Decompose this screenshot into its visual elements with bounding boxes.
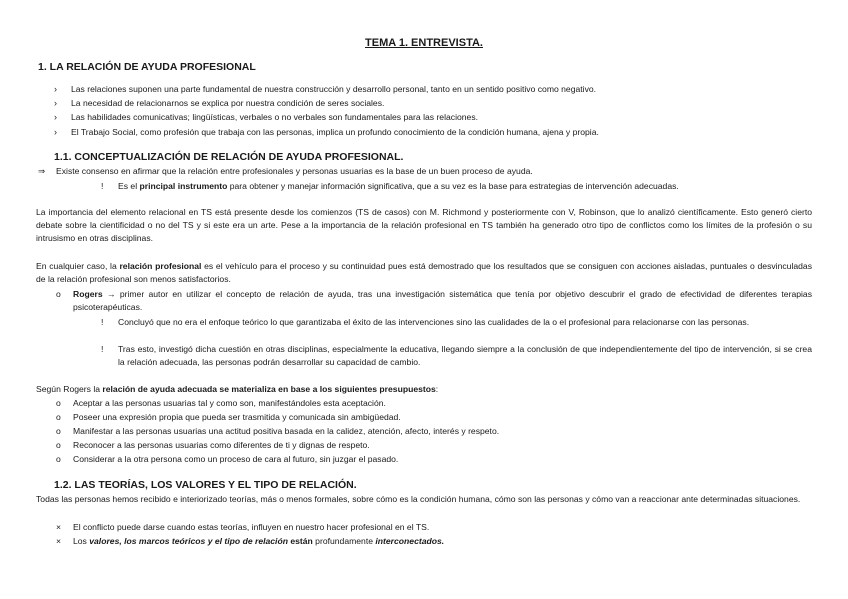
circle-bullet-icon: o xyxy=(56,412,61,422)
section-1-2-heading: 1.2. LAS TEORÍAS, LOS VALORES Y EL TIPO DE RELACIÓN. xyxy=(54,479,357,491)
list-item: × Los valores, los marcos teóricos y el tipo de relación están profundamente interconectados. xyxy=(56,535,812,548)
chevron-bullet-icon: › xyxy=(54,98,57,108)
note-item: ! Tras esto, investigó dicha cuestión en otras disciplinas, especialmente la educativa, llegando siempre a la conclusión de que independientemente del tipo de intervención, si se crea la relación adecuada, las personas podrán desarrollar su capacidad de cambio. xyxy=(101,344,812,368)
double-arrow-icon: ⇒ xyxy=(38,166,46,176)
list-item: › Las relaciones suponen una parte fundamental de nuestra construcción y desarrollo personal, tanto en un sentido positivo como negativo. xyxy=(54,83,814,96)
exclamation-bullet-icon: ! xyxy=(101,317,104,327)
section-1-1-heading: 1.1. CONCEPTUALIZACIÓN DE RELACIÓN DE AYUDA PROFESIONAL. xyxy=(54,151,404,163)
document-title: TEMA 1. ENTREVISTA. xyxy=(365,37,483,49)
list-item: › Las habilidades comunicativas; lingüísticas, verbales o no verbales son fundamentales para las relaciones. xyxy=(54,111,814,124)
section-1-heading: 1. LA RELACIÓN DE AYUDA PROFESIONAL xyxy=(38,61,256,73)
list-item: › El Trabajo Social, como profesión que trabaja con las personas, implica un profundo conocimiento de la condición humana, ajena y propia. xyxy=(54,126,814,139)
x-bullet-icon: × xyxy=(56,522,62,532)
paragraph: Todas las personas hemos recibido e interiorizado teorías, más o menos formales, sobre cómo es la condición humana, cómo son las personas y cómo van a reaccionar ante determinadas situaciones. xyxy=(36,494,801,504)
circle-bullet-icon: o xyxy=(56,454,61,464)
list-item: × El conflicto puede darse cuando estas teorías, influyen en nuestro hacer profesional en el TS. xyxy=(56,521,812,534)
circle-bullet-icon: o xyxy=(56,440,61,450)
x-bullet-icon: × xyxy=(56,536,62,546)
list-item: o Reconocer a las personas usuarias como diferentes de ti y dignas de respeto. xyxy=(56,439,812,452)
list-item: o Poseer una expresión propia que pueda ser trasmitida y comunicada sin ambigüedad. xyxy=(56,411,812,424)
circle-bullet-icon: o xyxy=(56,398,61,408)
circle-bullet-icon: o xyxy=(56,426,61,436)
list-item: o Considerar a la otra persona como un proceso de cara al futuro, sin juzgar el pasado. xyxy=(56,453,812,466)
chevron-bullet-icon: › xyxy=(54,127,57,137)
exclamation-bullet-icon: ! xyxy=(101,181,104,191)
paragraph: Según Rogers la relación de ayuda adecuada se materializa en base a los siguientes presupuestos: xyxy=(36,384,439,394)
chevron-bullet-icon: › xyxy=(54,112,57,122)
arrow-line: ⇒ Existe consenso en afirmar que la relación entre profesionales y personas usuarias es la base de un buen proceso de ayuda. xyxy=(38,165,818,178)
chevron-bullet-icon: › xyxy=(54,84,57,94)
list-item: o Manifestar a las personas usuarias una actitud positiva basada en la calidez, atención, afecto, interés y respeto. xyxy=(56,425,812,438)
circle-bullet-icon: o xyxy=(56,289,61,299)
note-item: ! Es el principal instrumento para obtener y manejar información significativa, que a su vez es la base para estrategias de intervención adecuadas. xyxy=(101,180,821,193)
list-item: o Rogers → primer autor en utilizar el concepto de relación de ayuda, tras una investigación sistemática que tenía por objetivo descubrir el grado de efectividad de diferentes terapias psicoterapéuticas. xyxy=(56,289,812,313)
list-item: o Aceptar a las personas usuarias tal y como son, manifestándoles esta aceptación. xyxy=(56,397,812,410)
paragraph: En cualquier caso, la relación profesional es el vehículo para el proceso y su continuidad pues está demostrado que los resultados que se consiguen con acciones aisladas, puntuales o desvinculadas de la relación profesional son menos satisfactorios. xyxy=(36,261,812,285)
paragraph: La importancia del elemento relacional en TS está presente desde los comienzos (TS de casos) con M. Richmond y posteriormente con V, Robinson, que lo analizó científicamente. Esto generó cierto debate sobre la cientificidad o no del TS y si este era un arte. Pese a la importancia de la relación profesional en TS también ha generado otro tipo de conflictos como los límites de la profesión o su intrusismo en otras disciplinas. xyxy=(36,207,812,244)
list-item: › La necesidad de relacionarnos se explica por nuestra condición de seres sociales. xyxy=(54,97,814,110)
exclamation-bullet-icon: ! xyxy=(101,344,104,354)
note-item: ! Concluyó que no era el enfoque teórico lo que garantizaba el éxito de las intervenciones sino las cualidades de la o el profesional para relacionarse con las personas. xyxy=(101,316,812,329)
